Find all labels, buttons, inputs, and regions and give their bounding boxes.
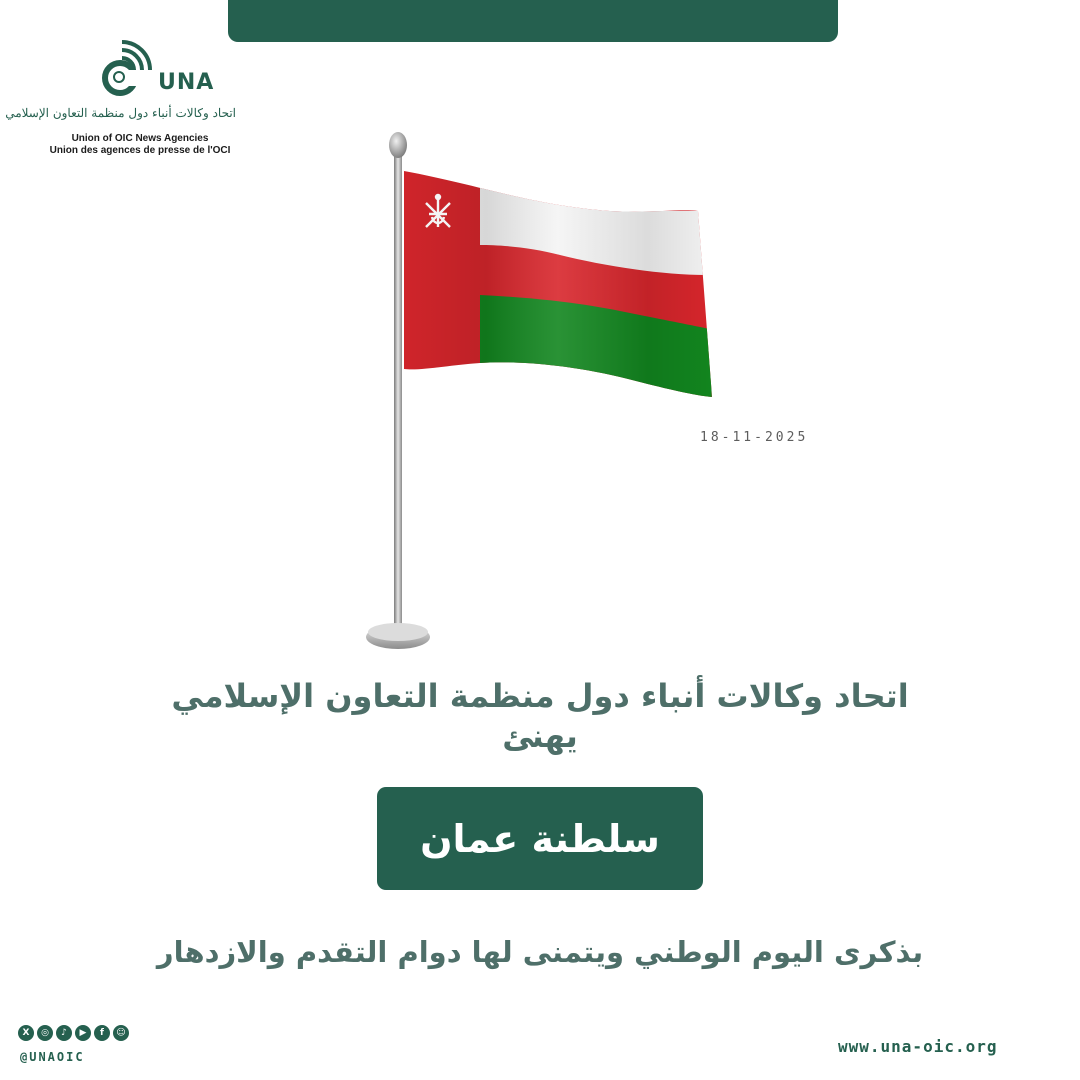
top-banner-bar xyxy=(228,0,838,42)
logo-text: UNA xyxy=(158,70,215,95)
social-icons xyxy=(18,1025,129,1041)
flag-pole xyxy=(394,147,402,637)
headline-line-2: يهنئ xyxy=(502,717,578,755)
website-link[interactable]: www.una-oic.org xyxy=(838,1037,998,1056)
post-date: 18-11-2025 xyxy=(700,430,809,445)
headline-line-1: اتحاد وكالات أنباء دول منظمة التعاون الإسلامي xyxy=(171,677,909,715)
country-name: سلطنة عمان xyxy=(420,816,660,861)
logo-arabic-name: اتحاد وكالات أنباء دول منظمة التعاون الإسلامي xyxy=(5,106,236,120)
x-icon[interactable]: X xyxy=(18,1025,34,1041)
tiktok-icon[interactable]: ♪ xyxy=(56,1025,72,1041)
pole-finial xyxy=(389,132,407,158)
country-badge xyxy=(377,787,703,890)
instagram-icon[interactable]: ◎ xyxy=(37,1025,53,1041)
una-logo xyxy=(5,40,240,160)
wish-text: بذكرى اليوم الوطني ويتمنى لها دوام التقدم والازدهار xyxy=(156,935,924,969)
logo-english-name: Union of OIC News Agencies xyxy=(71,133,209,144)
social-handle[interactable]: @UNAOIC xyxy=(20,1050,85,1064)
logo-french-name: Union des agences de presse de l'OCI xyxy=(49,145,231,156)
snapchat-icon[interactable]: ☺ xyxy=(113,1025,129,1041)
oman-flag-illustration xyxy=(360,125,720,655)
facebook-icon[interactable]: f xyxy=(94,1025,110,1041)
headline xyxy=(140,676,940,756)
youtube-icon[interactable]: ▶ xyxy=(75,1025,91,1041)
